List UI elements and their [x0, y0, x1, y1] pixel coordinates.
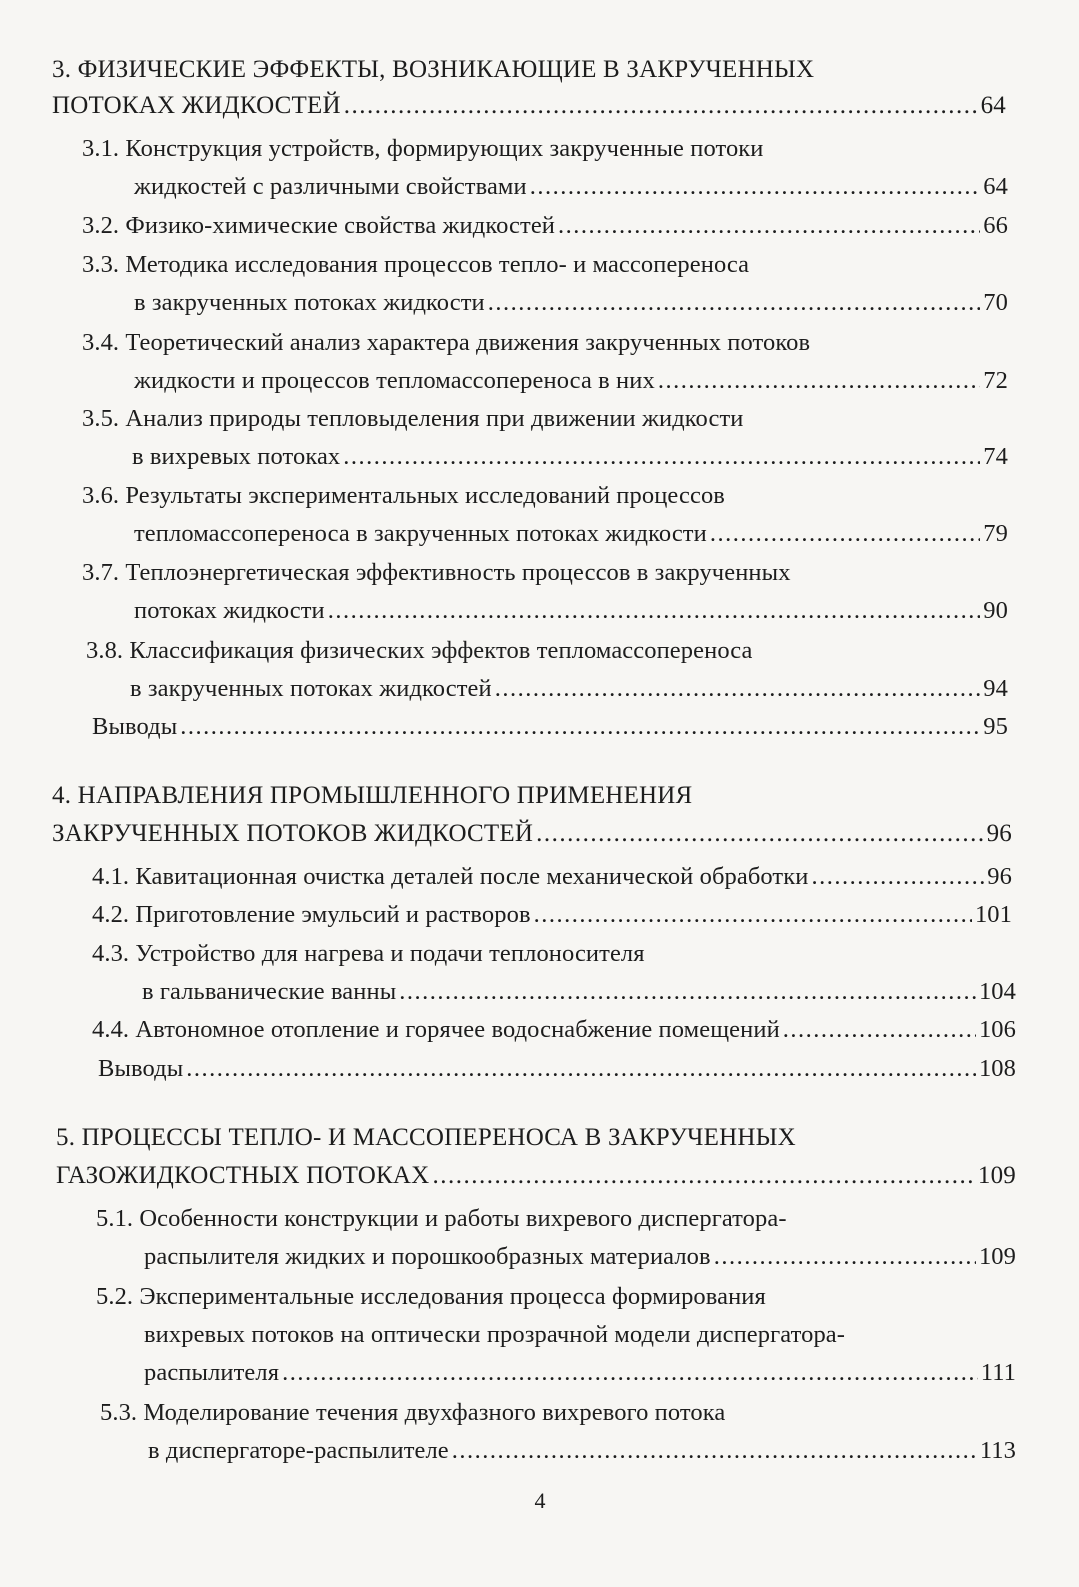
toc-entry-text: жидкости и процессов тепломассопереноса в них: [134, 367, 655, 394]
chapter-3-title-line1: 3. ФИЗИЧЕСКИЕ ЭФФЕКТЫ, ВОЗНИКАЮЩИЕ В ЗАКРУЧЕННЫХ: [52, 56, 815, 83]
conclusions-label: Выводы: [92, 713, 178, 740]
dot-leader: [432, 1162, 974, 1190]
toc-entry-line: [92, 896, 1012, 934]
chapter-5-page: 109: [977, 1162, 1016, 1189]
toc-entry-text: 4.2. Приготовление эмульсий и растворов: [92, 901, 531, 928]
dot-leader: [530, 168, 981, 206]
toc-entry-text: в гальванические ванны: [142, 978, 397, 1005]
chapter-3-title-line2: [52, 92, 1006, 120]
dot-leader: [534, 896, 972, 934]
dot-leader: [658, 362, 980, 400]
toc-entry-line: [144, 1238, 1016, 1276]
conclusions-label: Выводы: [98, 1055, 184, 1082]
toc-entry-line: [92, 708, 1008, 746]
chapter-5-title-text: ГАЗОЖИДКОСТНЫХ ПОТОКАХ: [56, 1162, 430, 1189]
toc-entry-text: распылителя жидких и порошкообразных материалов: [144, 1243, 711, 1270]
chapter-5-title-line2: [56, 1162, 1016, 1190]
toc-entry-page: 109: [978, 1243, 1016, 1270]
dot-leader: [344, 92, 978, 120]
toc-entry-line: [134, 515, 1008, 553]
toc-entry-text: жидкостей с различными свойствами: [134, 173, 527, 200]
toc-entry-page: 113: [979, 1437, 1016, 1464]
toc-entry-text: 3.3. Методика исследования процессов тепло- и массопереноса: [82, 251, 750, 278]
toc-entry-text: 4.3. Устройство для нагрева и подачи теплоносителя: [92, 940, 645, 967]
toc-entry-text: 5.1. Особенности конструкции и работы вихревого диспергатора-: [96, 1205, 787, 1232]
dot-leader: [452, 1432, 977, 1470]
conclusions-page: 108: [978, 1055, 1016, 1082]
toc-entry-page: 111: [980, 1359, 1016, 1386]
dot-leader: [783, 1011, 976, 1049]
toc-entry-text: 3.4. Теоретический анализ характера движения закрученных потоков: [82, 329, 811, 356]
dot-leader: [186, 1050, 976, 1088]
chapter-4-title-line1: 4. НАПРАВЛЕНИЯ ПРОМЫШЛЕННОГО ПРИМЕНЕНИЯ: [52, 782, 693, 809]
dot-leader: [811, 858, 984, 896]
toc-entry-page: 74: [983, 443, 1008, 470]
toc-entry-line: [134, 284, 1008, 322]
toc-entry-line: [134, 168, 1008, 206]
dot-leader: [558, 207, 980, 245]
toc-entry-text: 5.3. Моделирование течения двухфазного вихревого потока: [100, 1399, 726, 1426]
page-number: 4: [534, 1488, 546, 1513]
toc-entry-text: 3.5. Анализ природы тепловыделения при движении жидкости: [82, 405, 744, 432]
chapter-4-title-line2: [52, 820, 1012, 848]
toc-entry-text: 3.6. Результаты экспериментальных исследований процессов: [82, 482, 725, 509]
toc-entry-page: 96: [987, 863, 1012, 890]
conclusions-page: 95: [983, 713, 1008, 740]
toc-entry-line: [134, 592, 1008, 630]
toc-entry-page: 106: [978, 1016, 1016, 1043]
toc-entry-page: 94: [983, 675, 1008, 702]
toc-entry-line: [142, 973, 1016, 1011]
toc-entry-line: [92, 1011, 1016, 1049]
dot-leader: [714, 1238, 976, 1276]
toc-entry-page: 90: [983, 597, 1008, 624]
chapter-3-title-text: ПОТОКАХ ЖИДКОСТЕЙ: [52, 92, 341, 119]
toc-entry-line: [82, 207, 1008, 245]
toc-entry-text: 3.8. Классификация физических эффектов тепломассопереноса: [86, 637, 753, 664]
toc-entry-text: в диспергаторе-распылителе: [148, 1437, 449, 1464]
dot-leader: [495, 670, 981, 708]
toc-entry-line: [132, 438, 1008, 476]
toc-entry-text: в вихревых потоках: [132, 443, 341, 470]
toc-entry-text: 5.2. Экспериментальные исследования процесса формирования: [96, 1283, 766, 1310]
toc-entry-text: 3.2. Физико-химические свойства жидкостей: [82, 212, 556, 239]
toc-entry-text: в закрученных потоках жидкостей: [130, 675, 492, 702]
toc-entry-line: [134, 362, 1008, 400]
dot-leader: [399, 973, 976, 1011]
toc-entry-page: 70: [983, 289, 1008, 316]
toc-entry-page: 72: [983, 367, 1008, 394]
toc-entry-page: 101: [974, 901, 1012, 928]
toc-entry-line: [148, 1432, 1016, 1470]
toc-entry-text: 4.1. Кавитационная очистка деталей после механической обработки: [92, 863, 809, 890]
toc-entry-text: 3.1. Конструкция устройств, формирующих закрученные потоки: [82, 135, 764, 162]
toc-entry-text: в закрученных потоках жидкости: [134, 289, 485, 316]
toc-entry-text: потоках жидкости: [134, 597, 325, 624]
toc-entry-text: 4.4. Автономное отопление и горячее водоснабжение помещений: [92, 1016, 780, 1043]
toc-entry-line: [92, 858, 1012, 896]
chapter-5-title-line1: 5. ПРОЦЕССЫ ТЕПЛО- И МАССОПЕРЕНОСА В ЗАКРУЧЕННЫХ: [56, 1124, 796, 1151]
dot-leader: [282, 1354, 978, 1392]
toc-entry-text: распылителя: [144, 1359, 280, 1386]
toc-entry-text: тепломассопереноса в закрученных потоках жидкости: [134, 520, 707, 547]
chapter-4-title-text: ЗАКРУЧЕННЫХ ПОТОКОВ ЖИДКОСТЕЙ: [52, 820, 534, 847]
chapter-3-page: 64: [980, 92, 1006, 119]
toc-entry-line: [98, 1050, 1016, 1088]
toc-entry-line: [144, 1354, 1016, 1392]
dot-leader: [488, 284, 981, 322]
toc-entry-text: вихревых потоков на оптически прозрачной модели диспергатора-: [144, 1321, 846, 1348]
toc-entry-line: [130, 670, 1008, 708]
toc-entry-page: 79: [983, 520, 1008, 547]
dot-leader: [343, 438, 980, 476]
toc-entry-page: 66: [983, 212, 1008, 239]
toc-entry-text: 3.7. Теплоэнергетическая эффективность процессов в закрученных: [82, 559, 791, 586]
dot-leader: [180, 708, 980, 746]
dot-leader: [710, 515, 980, 553]
dot-leader: [328, 592, 981, 630]
dot-leader: [536, 820, 984, 848]
toc-entry-page: 104: [978, 978, 1016, 1005]
chapter-4-page: 96: [986, 820, 1012, 847]
toc-entry-page: 64: [983, 173, 1008, 200]
